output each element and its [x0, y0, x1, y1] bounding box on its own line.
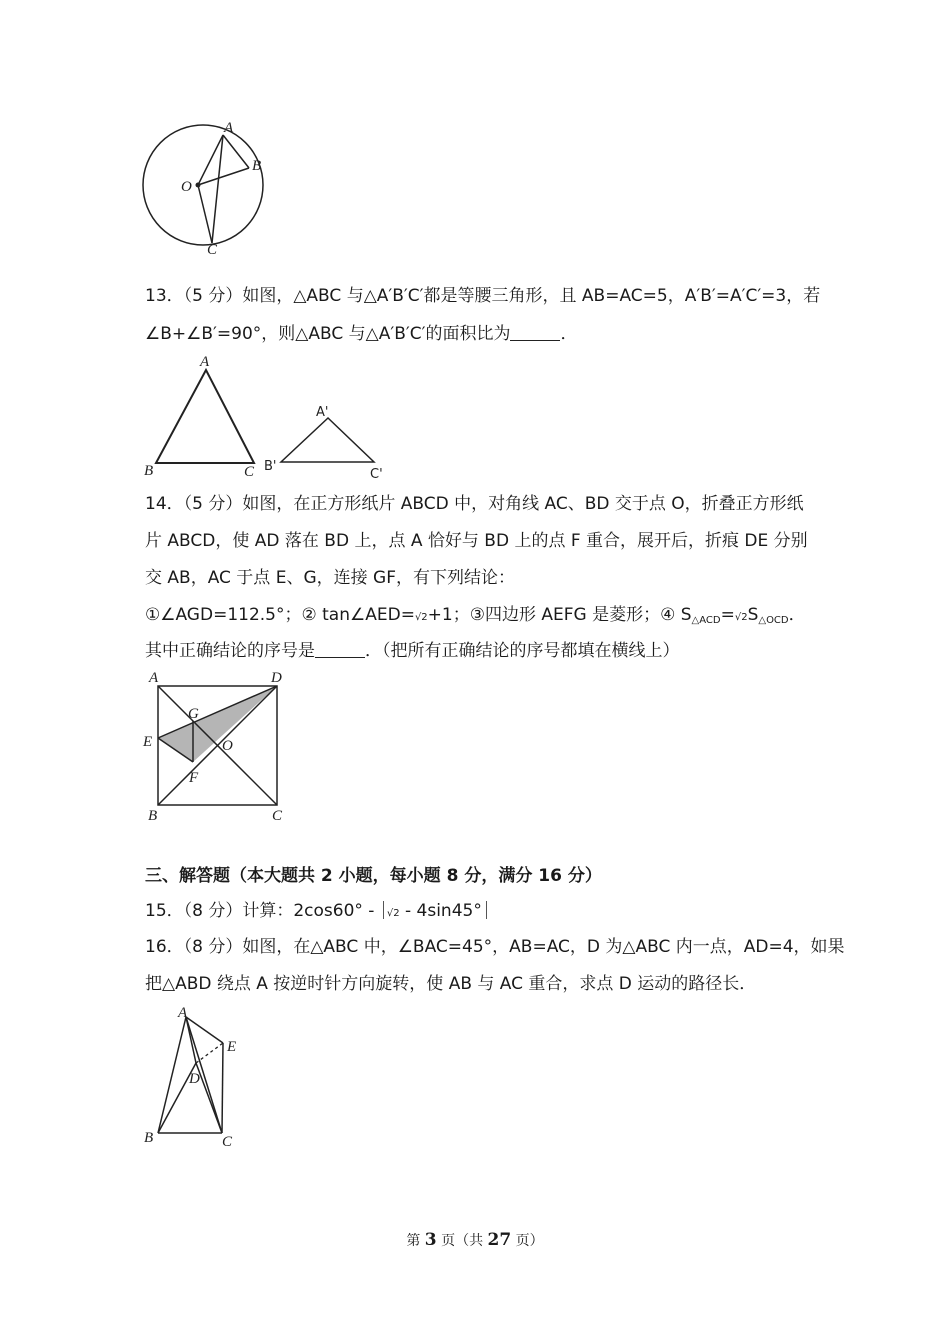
- sq-f: F: [189, 770, 199, 786]
- circle-figure: [135, 118, 275, 258]
- q16-line1: 16．（8 分）如图，在△ABC 中，∠BAC=45°，AB=AC，D 为△ABC 内一点，AD=4，如果: [145, 937, 845, 957]
- answer-blank: [510, 324, 560, 341]
- sq-c: C: [272, 808, 283, 824]
- tri-b2: B': [264, 459, 277, 474]
- tri-c: C: [244, 464, 255, 480]
- q14-line1: 14．（5 分）如图，在正方形纸片 ABCD 中，对角线 AC、BD 交于点 O，折叠正方形纸: [145, 494, 804, 514]
- tri-a2: A': [316, 405, 329, 420]
- tri-b: B: [144, 463, 154, 479]
- q14-line2: 片 ABCD，使 AD 落在 BD 上，点 A 恰好与 BD 上的点 F 重合，展开后，折痕 DE 分别: [145, 531, 808, 551]
- q13-line2: ∠B+∠B′=90°，则△ABC 与△A′B′C′的面积比为 ．: [145, 324, 578, 344]
- label-b: B: [252, 158, 262, 174]
- q15: 15．（8 分）计算：2cos60° - √2 - 4sin45°: [145, 899, 487, 926]
- q14-line5: 其中正确结论的序号是 ．（把所有正确结论的序号都填在横线上）: [145, 641, 680, 661]
- rotation-figure: [140, 1005, 250, 1150]
- q16-line2: 把△ABD 绕点 A 按逆时针方向旋转，使 AB 与 AC 重合，求点 D 运动的路径长．: [145, 974, 757, 994]
- rot-b: B: [144, 1130, 154, 1146]
- answer-blank-14: [315, 641, 365, 658]
- rot-d: D: [189, 1071, 200, 1087]
- sq-g: G: [188, 706, 199, 722]
- label-c: C: [207, 242, 218, 258]
- label-a: A: [224, 120, 234, 136]
- tri-a: A: [200, 354, 210, 370]
- sq-o: O: [222, 738, 233, 754]
- sq-e: E: [143, 734, 153, 750]
- q14-line3: 交 AB，AC 于点 E、G，连接 GF，有下列结论：: [145, 568, 515, 588]
- sq-b: B: [148, 808, 158, 824]
- page-footer: 第 3 页（共 27 页）: [406, 1230, 544, 1250]
- q14-line4: ①∠AGD=112.5°；② tan∠AED=√2+1；③四边形 AEFG 是菱形；④ $S_{\triangle ACD}=√2S_{\triangle OCD}$．: [145, 605, 806, 626]
- sq-d: D: [271, 670, 282, 686]
- rot-a: A: [178, 1005, 188, 1021]
- q13-line1: 13．（5 分）如图，△ABC 与△A′B′C′都是等腰三角形，且 AB=AC=5，A′B′=A′C′=3，若: [145, 286, 821, 306]
- rot-c: C: [222, 1134, 233, 1150]
- tri-c2: C': [370, 467, 383, 482]
- square-figure: [140, 668, 300, 828]
- label-o: O: [181, 179, 192, 195]
- rot-e: E: [227, 1039, 237, 1055]
- triangles-figure: [140, 352, 400, 482]
- section-title: 三、解答题（本大题共 2 小题，每小题 8 分，满分 16 分）: [145, 866, 602, 886]
- sq-a: A: [149, 670, 159, 686]
